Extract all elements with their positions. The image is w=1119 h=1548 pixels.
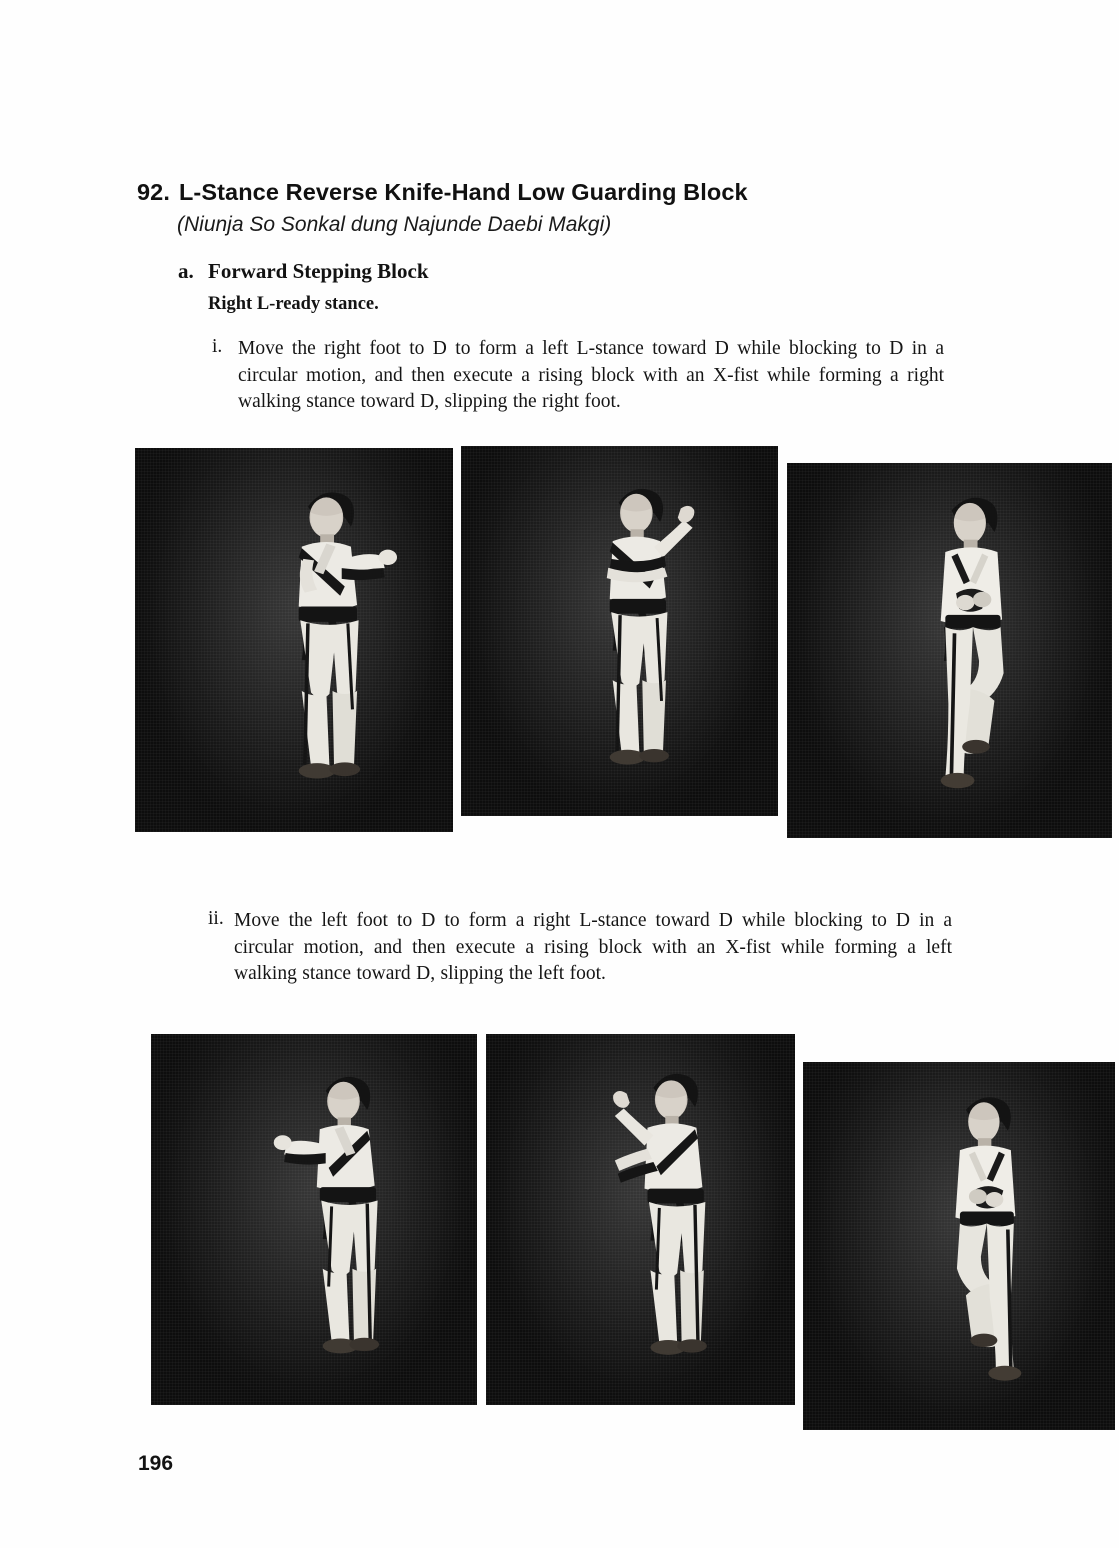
figure-illustration (262, 1064, 425, 1390)
practitioner-figure (591, 1064, 746, 1390)
step-i-text: Move the right foot to D to form a left L-stance toward D while blocking to D in a circular motion, and then execute a rising block with an X-fist while forming a right walking stance toward D, slipping the right foot. (238, 338, 944, 412)
step-i-marker: i. (212, 336, 223, 357)
photo-row1-image2 (461, 446, 778, 816)
practitioner-figure (566, 476, 725, 802)
photo-row2-image3 (803, 1062, 1115, 1430)
subsection-title: Forward Stepping Block (208, 259, 429, 283)
figure-illustration (253, 479, 412, 817)
step-ii (208, 908, 952, 988)
step-ii-marker: ii. (208, 908, 224, 929)
subsection-marker: a. (178, 259, 194, 283)
photo-row1-image3 (787, 463, 1112, 838)
section-number: 92. (137, 179, 170, 205)
photo-row1-image1 (135, 448, 453, 832)
figure-illustration (912, 1084, 1062, 1415)
section-korean-title: (Niunja So Sonkal dung Najunde Daebi Makgi) (177, 213, 612, 236)
practitioner-figure (253, 479, 412, 817)
practitioner-figure (912, 1084, 1062, 1415)
ready-stance-line: Right L-ready stance. (208, 294, 379, 314)
practitioner-figure (262, 1064, 425, 1390)
step-ii-text: Move the left foot to D to form a right L-stance toward D while blocking to D in a circular motion, and then execute a rising block with an X-fist while forming a left walking stance toward D, slipping the left foot. (234, 910, 952, 984)
page-number: 196 (138, 1452, 174, 1475)
step-i (212, 336, 944, 416)
photo-row2-image1 (151, 1034, 477, 1405)
figure-illustration (898, 486, 1054, 824)
page-title (137, 179, 1037, 206)
figure-illustration (566, 476, 725, 802)
practitioner-figure (898, 486, 1054, 824)
figure-illustration (591, 1064, 746, 1390)
photo-row2-image2 (486, 1034, 795, 1405)
section-title-text: L-Stance Reverse Knife-Hand Low Guarding Block (178, 179, 748, 205)
subsection-heading (178, 259, 429, 284)
